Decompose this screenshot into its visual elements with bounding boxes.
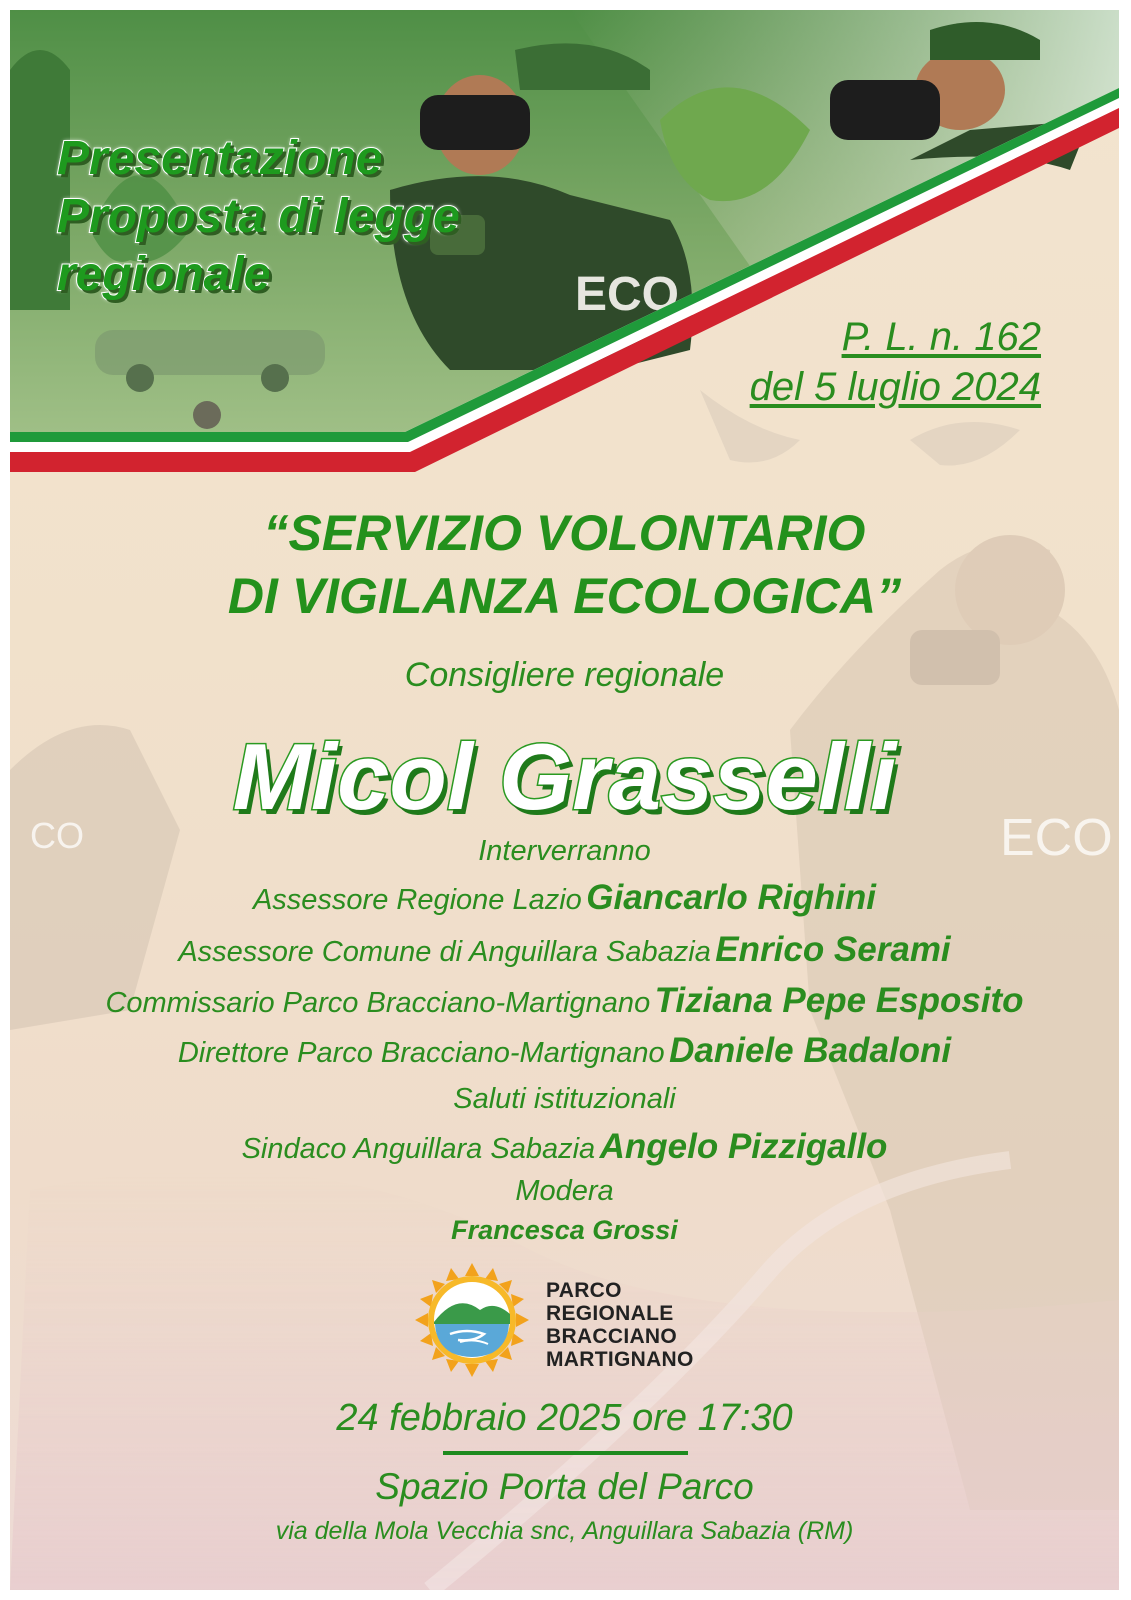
- speaker-name: Enrico Serami: [715, 930, 951, 969]
- divider: [443, 1451, 688, 1455]
- park-logo-line: REGIONALE: [546, 1302, 674, 1325]
- document-title-line-1: “SERVIZIO VOLONTARIO: [263, 505, 866, 561]
- event-date-time: 24 febbraio 2025 ore 17:30: [336, 1397, 793, 1439]
- eco-vest-label-right: ECO: [1000, 809, 1113, 867]
- presenter-role: Consigliere regionale: [404, 656, 725, 694]
- park-logo-text: [546, 1279, 694, 1371]
- speaker-role: Assessore Comune di Anguillara Sabazia: [178, 936, 711, 968]
- bill-number: P. L. n. 162: [841, 315, 1041, 359]
- document-title: [10, 502, 1119, 628]
- speaker-row: [10, 924, 1119, 975]
- header-title-line-2: Proposta di legge: [57, 190, 460, 243]
- speaker-row: [10, 872, 1119, 924]
- eco-vest-label-left: CO: [30, 815, 84, 856]
- moderator-name: Francesca Grossi: [451, 1215, 678, 1245]
- header-title-line-1: Presentazione: [57, 132, 383, 185]
- event-address: via della Mola Vecchia snc, Anguillara Sabazia (RM): [275, 1517, 854, 1545]
- poster: [10, 10, 1119, 1590]
- speaker-role: Assessore Regione Lazio: [252, 884, 582, 916]
- speaker-name: Tiziana Pepe Esposito: [654, 981, 1024, 1020]
- speakers-section: [10, 830, 1119, 1250]
- speaker-row: [10, 975, 1119, 1026]
- park-logo-line: PARCO: [546, 1279, 622, 1302]
- header-title: [57, 130, 460, 304]
- park-sun-lake-icon: [414, 1263, 534, 1378]
- park-logo: [414, 1263, 724, 1378]
- park-logo-line: MARTIGNANO: [546, 1348, 694, 1371]
- speaker-name: Giancarlo Righini: [586, 878, 877, 917]
- speaker-role: Commissario Parco Bracciano-Martignano: [105, 987, 651, 1019]
- speakers-heading: Interverranno: [478, 835, 651, 867]
- document-title-line-2: DI VIGILANZA ECOLOGICA”: [227, 568, 902, 624]
- greeting-row: [10, 1122, 1119, 1172]
- bill-date: del 5 luglio 2024: [749, 365, 1041, 409]
- speaker-role: Direttore Parco Bracciano-Martignano: [177, 1037, 665, 1069]
- moderator-heading: Modera: [515, 1175, 614, 1207]
- bill-reference: [750, 312, 1041, 412]
- speaker-name: Daniele Badaloni: [669, 1031, 952, 1070]
- park-logo-line: BRACCIANO: [546, 1325, 678, 1348]
- presenter-name: Micol Grasselli: [232, 724, 897, 829]
- greetings-heading: Saluti istituzionali: [453, 1083, 676, 1115]
- event-venue: Spazio Porta del Parco: [375, 1466, 754, 1507]
- header-title-line-3: regionale: [57, 248, 271, 301]
- greeting-role: Sindaco Anguillara Sabazia: [241, 1133, 596, 1165]
- speaker-row: [10, 1026, 1119, 1076]
- eco-vest-label: ECO: [575, 268, 680, 321]
- greeting-name: Angelo Pizzigallo: [599, 1127, 888, 1166]
